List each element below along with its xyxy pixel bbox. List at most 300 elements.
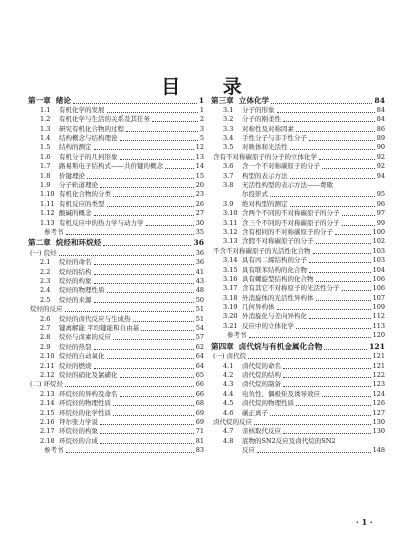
dot-leader [270, 196, 375, 197]
toc-entry-label: 底物的SN2反应及卤代烷的SN2 [242, 436, 336, 445]
dot-leader [133, 321, 194, 322]
toc-entry [211, 134, 385, 143]
toc-entry-label: 含一个不对称碳原子的分子 [242, 162, 320, 171]
toc-entry-label: 尔投影式 [242, 190, 268, 199]
dot-leader [103, 245, 191, 246]
dot-leader [66, 452, 194, 453]
toc-entry-page: 26 [195, 199, 204, 208]
toc-entry [28, 134, 204, 143]
toc-entry-label: 卤代烷的物理性质 [242, 399, 294, 408]
toc-entry [28, 342, 204, 351]
toc-entry-page: 120 [372, 331, 385, 340]
toc-entry [28, 218, 204, 227]
dot-leader [87, 178, 194, 179]
toc-entry-number: 3.15 [223, 265, 238, 274]
toc-section-title [211, 418, 385, 427]
toc-entry-page: 95 [376, 190, 385, 199]
toc-entry-page: 65 [195, 370, 204, 379]
toc-entry [211, 181, 385, 190]
toc-entry-label: 烷烃和环烷烃 [55, 238, 102, 248]
toc-entry-number: 3.17 [223, 284, 238, 293]
dot-leader [94, 274, 194, 275]
dot-leader [146, 225, 194, 226]
toc-entry-label: 绪论 [55, 95, 71, 105]
toc-entry [28, 162, 204, 171]
toc-entry-label: (二) 环烷烃 [30, 380, 64, 389]
dot-leader [94, 349, 194, 350]
toc-entry-label: 环烷烃的构象 [59, 427, 98, 436]
toc-section-title [28, 380, 204, 389]
toc-entry-number: 3.3 [223, 124, 234, 133]
toc-entry [28, 371, 204, 380]
dot-leader [113, 405, 194, 406]
toc-entry [211, 427, 385, 436]
toc-entry-number: 1.4 [40, 134, 51, 143]
dot-leader [94, 264, 194, 265]
toc-entry-number: 第一章 [28, 95, 51, 105]
toc-entry-page: 122 [372, 370, 385, 379]
toc-entry-label: 环烷烃的物理性质 [59, 399, 111, 408]
toc-entry-label: 烷烃的构象 [59, 277, 92, 286]
dot-leader [107, 112, 198, 113]
toc-entry-page: 57 [195, 333, 204, 342]
toc-entry-label: 几何异构体 [242, 303, 275, 312]
toc-entry [211, 115, 385, 124]
toc-entry [211, 312, 385, 321]
dot-leader [309, 318, 371, 319]
toc-entry-page: 107 [372, 293, 385, 302]
toc-entry-label: 结构的测定 [59, 143, 92, 152]
toc-entry-number: 第三章 [211, 95, 234, 105]
toc-entry-label: 价键理论 [59, 171, 85, 180]
toc-entry-label: 参考书 [227, 331, 247, 340]
toc-entry-label: 立体化学 [238, 95, 270, 105]
toc-entry-page: 84 [374, 95, 385, 105]
toc-chapter [211, 94, 385, 106]
toc-entry-page: 50 [195, 295, 204, 304]
toc-entry [211, 256, 385, 265]
dot-leader [141, 330, 194, 331]
toc-entry [211, 331, 385, 340]
toc-entry-number: 3.14 [223, 256, 238, 265]
toc-entry-label: 有机化合物的分类 [59, 190, 111, 199]
toc-entry-page: 71 [195, 427, 204, 436]
toc-entry-page: 84 [376, 115, 385, 124]
dot-leader [313, 253, 371, 254]
dot-leader [248, 358, 370, 359]
toc-entry-number: 2.8 [40, 333, 51, 342]
toc-entry-page: 14 [195, 162, 204, 171]
toc-entry [28, 152, 204, 161]
toc-chapter [28, 237, 204, 249]
dot-leader [316, 281, 371, 282]
toc-entry-label: 烷烃的反应 [30, 305, 63, 314]
toc-entry-label: 构型的表示方法 [242, 171, 288, 180]
toc-entry-number: 4.5 [223, 399, 234, 408]
toc-entry-number: 3.9 [223, 199, 234, 208]
toc-entry-number: 1.8 [40, 171, 51, 180]
dot-leader [59, 255, 194, 256]
toc-entry-label: 有机化学与生活的关系及其任务 [59, 115, 150, 124]
toc-entry-label: 碳正离子 [242, 408, 268, 417]
toc-entry-page: 62 [195, 342, 204, 351]
toc-entry [211, 237, 385, 246]
toc-entry-number: 2.12 [40, 370, 55, 379]
toc-entry [28, 115, 204, 124]
dot-leader [94, 215, 194, 216]
dot-leader [283, 433, 371, 434]
toc-entry-label: 含假不对称碳原子的分子 [242, 237, 314, 246]
dot-leader [120, 159, 194, 160]
toc-entry [211, 284, 385, 293]
toc-entry [211, 446, 385, 455]
toc-entry-number: 2.15 [40, 408, 55, 417]
toc-entry-page: 103 [372, 246, 385, 255]
dot-leader [309, 272, 371, 273]
toc-entry-number: 3.11 [223, 218, 238, 227]
toc-entry-number: 4.8 [223, 436, 234, 445]
toc-entry-page: 51 [195, 314, 204, 323]
toc-entry-label: 卤代烷的反应 [213, 417, 252, 426]
toc-entry-number: 3.18 [223, 293, 238, 302]
toc-entry-label: (一) 卤代烷 [213, 352, 247, 361]
toc-entry-page: 90 [376, 143, 385, 152]
toc-entry-page: 2 [199, 115, 204, 124]
toc-entry-label: 烷烃的来源 [59, 295, 92, 304]
toc-entry-number: 2.4 [40, 286, 51, 295]
dot-leader [283, 386, 371, 387]
toc-entry-page: 92 [376, 162, 385, 171]
dot-leader [335, 234, 371, 235]
toc-entry-label: 烷烃的卤代反应与生成热 [59, 314, 131, 323]
toc-entry-page: 103 [372, 256, 385, 265]
toc-section-title [28, 248, 204, 257]
toc-entry-number: 3.8 [223, 181, 234, 190]
dot-leader [94, 368, 194, 369]
toc-entry-page: 113 [372, 321, 385, 330]
toc-entry-label: 环烷烃的化学性质 [59, 408, 111, 417]
toc-entry [28, 286, 204, 295]
toc-entry-page: 1 [199, 105, 204, 114]
toc-entry [28, 389, 204, 398]
toc-entry [211, 275, 385, 284]
toc-entry-label: 拜尔张力学说 [59, 417, 98, 426]
toc-entry-page: 69 [195, 408, 204, 417]
toc-entry [211, 190, 385, 199]
toc-entry-page: 30 [195, 218, 204, 227]
toc-entry [211, 371, 385, 380]
toc-entry-label: 分子的形象 [242, 105, 275, 114]
toc-entry-page: 123 [372, 380, 385, 389]
toc-entry [28, 314, 204, 323]
toc-entry-label: 含两个不同的不对称碳原子的分子 [242, 209, 340, 218]
dot-leader [296, 405, 371, 406]
toc-entry [211, 171, 385, 180]
toc-entry [211, 361, 385, 370]
toc-entry-label: 烷烃的命名 [59, 258, 92, 267]
toc-entry [28, 352, 204, 361]
dot-leader [100, 443, 194, 444]
toc-entry [28, 267, 204, 276]
toc-entry [211, 380, 385, 389]
dot-leader [113, 415, 194, 416]
toc-entry [211, 143, 385, 152]
toc-entry-label: 无活性构型的表示方法——费歇 [242, 181, 333, 190]
toc-entry-number: 4.4 [223, 389, 234, 398]
toc-entry-page: 112 [372, 312, 385, 321]
toc-entry-page: 130 [372, 417, 385, 426]
dot-leader [290, 149, 375, 150]
toc-entry-number: 4.2 [223, 370, 234, 379]
toc-chapter [211, 340, 385, 352]
dot-leader [257, 452, 371, 453]
toc-entry-label: 有机反应中的热力学与动力学 [59, 218, 144, 227]
toc-entry-number: 2.14 [40, 399, 55, 408]
toc-entry-page: 130 [372, 427, 385, 436]
toc-entry-page: 36 [195, 258, 204, 267]
toc-entry-label: 卤代烷的命名 [242, 361, 281, 370]
page-title: 目 录 [161, 76, 260, 98]
toc-entry [211, 265, 385, 274]
toc-entry-page: 13 [195, 152, 204, 161]
toc-entry-page: 3 [199, 124, 204, 133]
toc-entry-number: 1.12 [40, 209, 55, 218]
toc-entry-label: 手性分子与非手性分子 [242, 134, 307, 143]
toc-entry-page: 89 [376, 134, 385, 143]
toc-entry [211, 389, 385, 398]
toc-entry-page: 68 [195, 399, 204, 408]
toc-entry [211, 228, 385, 237]
toc-entry-page: 127 [372, 408, 385, 417]
dot-leader [65, 386, 194, 387]
dot-leader [277, 309, 371, 310]
toc-section-title [211, 246, 385, 255]
toc-entry-page: 36 [193, 238, 204, 248]
toc-entry-page: 100 [372, 227, 385, 236]
toc-entry-number: 2.13 [40, 389, 55, 398]
toc-entry [28, 277, 204, 286]
toc-entry-number: 2.17 [40, 427, 55, 436]
toc-entry-number: 1.5 [40, 143, 51, 152]
dot-leader [152, 121, 198, 122]
dot-leader [107, 292, 194, 293]
toc-column-left [28, 94, 204, 455]
toc-entry-page: 121 [369, 341, 385, 351]
toc-entry-number: 2.16 [40, 417, 55, 426]
toc-entry-number: 3.21 [223, 321, 238, 330]
toc-entry-page: 51 [195, 305, 204, 314]
toc-entry-page: 84 [376, 105, 385, 114]
toc-entry-number: 4.3 [223, 380, 234, 389]
toc-entry-page: 64 [195, 361, 204, 370]
toc-entry-page: 94 [376, 171, 385, 180]
toc-entry-page: 148 [372, 446, 385, 455]
toc-entry-page: 35 [195, 227, 204, 236]
dot-leader [73, 103, 197, 104]
toc-entry-number: 4.1 [223, 361, 234, 370]
toc-entry [28, 209, 204, 218]
toc-entry-label: 电负性、偶极矩及诱导效应 [242, 389, 320, 398]
toc-entry-page: 86 [376, 124, 385, 133]
dot-leader [283, 377, 371, 378]
dot-leader [107, 358, 194, 359]
toc-entry-number: 2.2 [40, 267, 51, 276]
toc-entry [28, 399, 204, 408]
toc-entry-page: 48 [195, 286, 204, 295]
toc-entry-number: 1.7 [40, 162, 51, 171]
toc-entry-page: 102 [372, 237, 385, 246]
toc-entry-label: 具有丙二烯结构的分子 [242, 256, 307, 265]
dot-leader [100, 187, 194, 188]
toc-entry-label: 外消旋化与差向异构化 [242, 312, 307, 321]
toc-entry [211, 303, 385, 312]
toc-entry-label: 卤代烷与有机金属化合物 [238, 341, 323, 351]
toc-entry [211, 124, 385, 133]
toc-entry-label: 参考书 [44, 227, 64, 236]
toc-entry-page: 15 [195, 171, 204, 180]
toc-entry-number: 1.3 [40, 124, 51, 133]
toc-entry-page: 96 [376, 199, 385, 208]
toc-entry [211, 162, 385, 171]
toc-entry [28, 258, 204, 267]
toc-entry-number: 4.6 [223, 408, 234, 417]
toc-entry-label: 含有不对称碳原子的分子的立体化学 [213, 152, 317, 161]
toc-entry [28, 436, 204, 445]
toc-entry-page: 12 [195, 143, 204, 152]
toc-entry-page: 121 [372, 361, 385, 370]
dot-leader [254, 424, 371, 425]
dot-leader [165, 168, 194, 169]
toc-entry [211, 321, 385, 330]
toc-entry-label: 亲核取代反应 [242, 427, 281, 436]
toc-entry [28, 333, 204, 342]
toc-entry-page: 83 [195, 446, 204, 455]
toc-entry-page: 66 [195, 389, 204, 398]
toc-entry-page: 64 [195, 352, 204, 361]
toc-entry-label: 分子轨道理论 [59, 181, 98, 190]
toc-entry [28, 427, 204, 436]
toc-entry [28, 199, 204, 208]
dot-leader [113, 339, 194, 340]
toc-entry [211, 209, 385, 218]
toc-entry-label: 烷烃的燃烧 [59, 361, 92, 370]
toc-column-right [211, 94, 385, 455]
toc-entry-label: 有机化学的发展 [59, 105, 105, 114]
dot-leader [94, 149, 194, 150]
toc-entry-page: 69 [195, 417, 204, 426]
dot-leader [66, 234, 194, 235]
toc-entry-label: 含三个不同的不对称碳原子的分子 [242, 218, 340, 227]
toc-entry-page: 27 [195, 209, 204, 218]
toc-entry [28, 324, 204, 333]
dot-leader [296, 328, 371, 329]
toc-entry-page: 99 [376, 218, 385, 227]
toc-entry-number: 2.9 [40, 342, 51, 351]
toc-entry-page: 81 [195, 436, 204, 445]
toc-entry [211, 199, 385, 208]
toc-entry-label: 对称性及对称因素 [242, 124, 294, 133]
toc-entry-label: (一) 烷烃 [30, 248, 57, 257]
toc-entry-label: 研究有机化合物的过程 [59, 124, 124, 133]
toc-entry [28, 181, 204, 190]
toc-entry-label: 具有联苯结构的化合物 [242, 265, 307, 274]
toc-entry-label: 具有螺旋型结构的化合物 [242, 274, 314, 283]
toc-entry-number: 2.5 [40, 295, 51, 304]
toc-entry-number: 1.10 [40, 190, 55, 199]
dot-leader [120, 377, 194, 378]
toc-entry-number: 3.2 [223, 115, 234, 124]
toc-entry-label: 卤代烷的结构 [242, 370, 281, 379]
dot-leader [271, 103, 372, 104]
dot-leader [65, 311, 194, 312]
toc-entry-number: 2.11 [40, 361, 55, 370]
dot-leader [342, 290, 371, 291]
page-number: · 1 · [356, 517, 373, 527]
toc-entry [28, 295, 204, 304]
toc-entry-page: 20 [195, 181, 204, 190]
dot-leader [316, 300, 371, 301]
toc-entry [28, 446, 204, 455]
toc-entry-page: 1 [198, 95, 204, 105]
toc-section-title [211, 352, 385, 361]
toc-entry-number: 1.6 [40, 152, 51, 161]
toc-entry-number: 3.16 [223, 274, 238, 283]
dot-leader [249, 337, 371, 338]
dot-leader [283, 121, 375, 122]
dot-leader [322, 168, 375, 169]
dot-leader [309, 262, 371, 263]
toc-entry-label: 有机分子的几何形象 [59, 152, 118, 161]
toc-entry-number: 4.7 [223, 427, 234, 436]
toc-section-title [211, 152, 385, 161]
toc-entry-number: 3.13 [223, 237, 238, 246]
toc-entry-label: 环烷烃的异构及命名 [59, 389, 118, 398]
dot-leader [120, 140, 198, 141]
toc-entry-label: 反应中的立体化学 [242, 321, 294, 330]
dot-leader [290, 178, 375, 179]
dot-leader [296, 131, 375, 132]
toc-entry-page: 106 [372, 284, 385, 293]
toc-entry-number: 3.5 [223, 143, 234, 152]
toc-entry-number: 3.20 [223, 312, 238, 321]
toc-entry-label: 卤代烷的制备 [242, 380, 281, 389]
toc-entry-page: 43 [195, 277, 204, 286]
toc-entry [28, 143, 204, 152]
toc-entry-label: 键离解能 平均键能和自由基 [59, 323, 140, 332]
toc-entry-page: 23 [195, 190, 204, 199]
dot-leader [309, 140, 375, 141]
toc-entry-label: 反应 [242, 446, 255, 455]
toc-entry [211, 106, 385, 115]
toc-entry [211, 218, 385, 227]
toc-entry-number: 2.10 [40, 352, 55, 361]
toc-entry [211, 399, 385, 408]
toc-entry [28, 106, 204, 115]
toc-entry-number: 1.13 [40, 218, 55, 227]
toc-entry-label: 烷烃的自动氧化 [59, 352, 105, 361]
toc-entry-number: 1.2 [40, 115, 51, 124]
dot-leader [324, 349, 367, 350]
toc-entry-page: 124 [372, 389, 385, 398]
toc-entry-label: 烷烃的热裂 [59, 342, 92, 351]
toc-entry-number: 1.11 [40, 199, 55, 208]
toc-entry [28, 171, 204, 180]
toc-entry [28, 418, 204, 427]
toc-entry [211, 408, 385, 417]
toc-entry-number: 3.10 [223, 209, 238, 218]
toc-entry-number: 3.6 [223, 162, 234, 171]
dot-leader [316, 243, 371, 244]
